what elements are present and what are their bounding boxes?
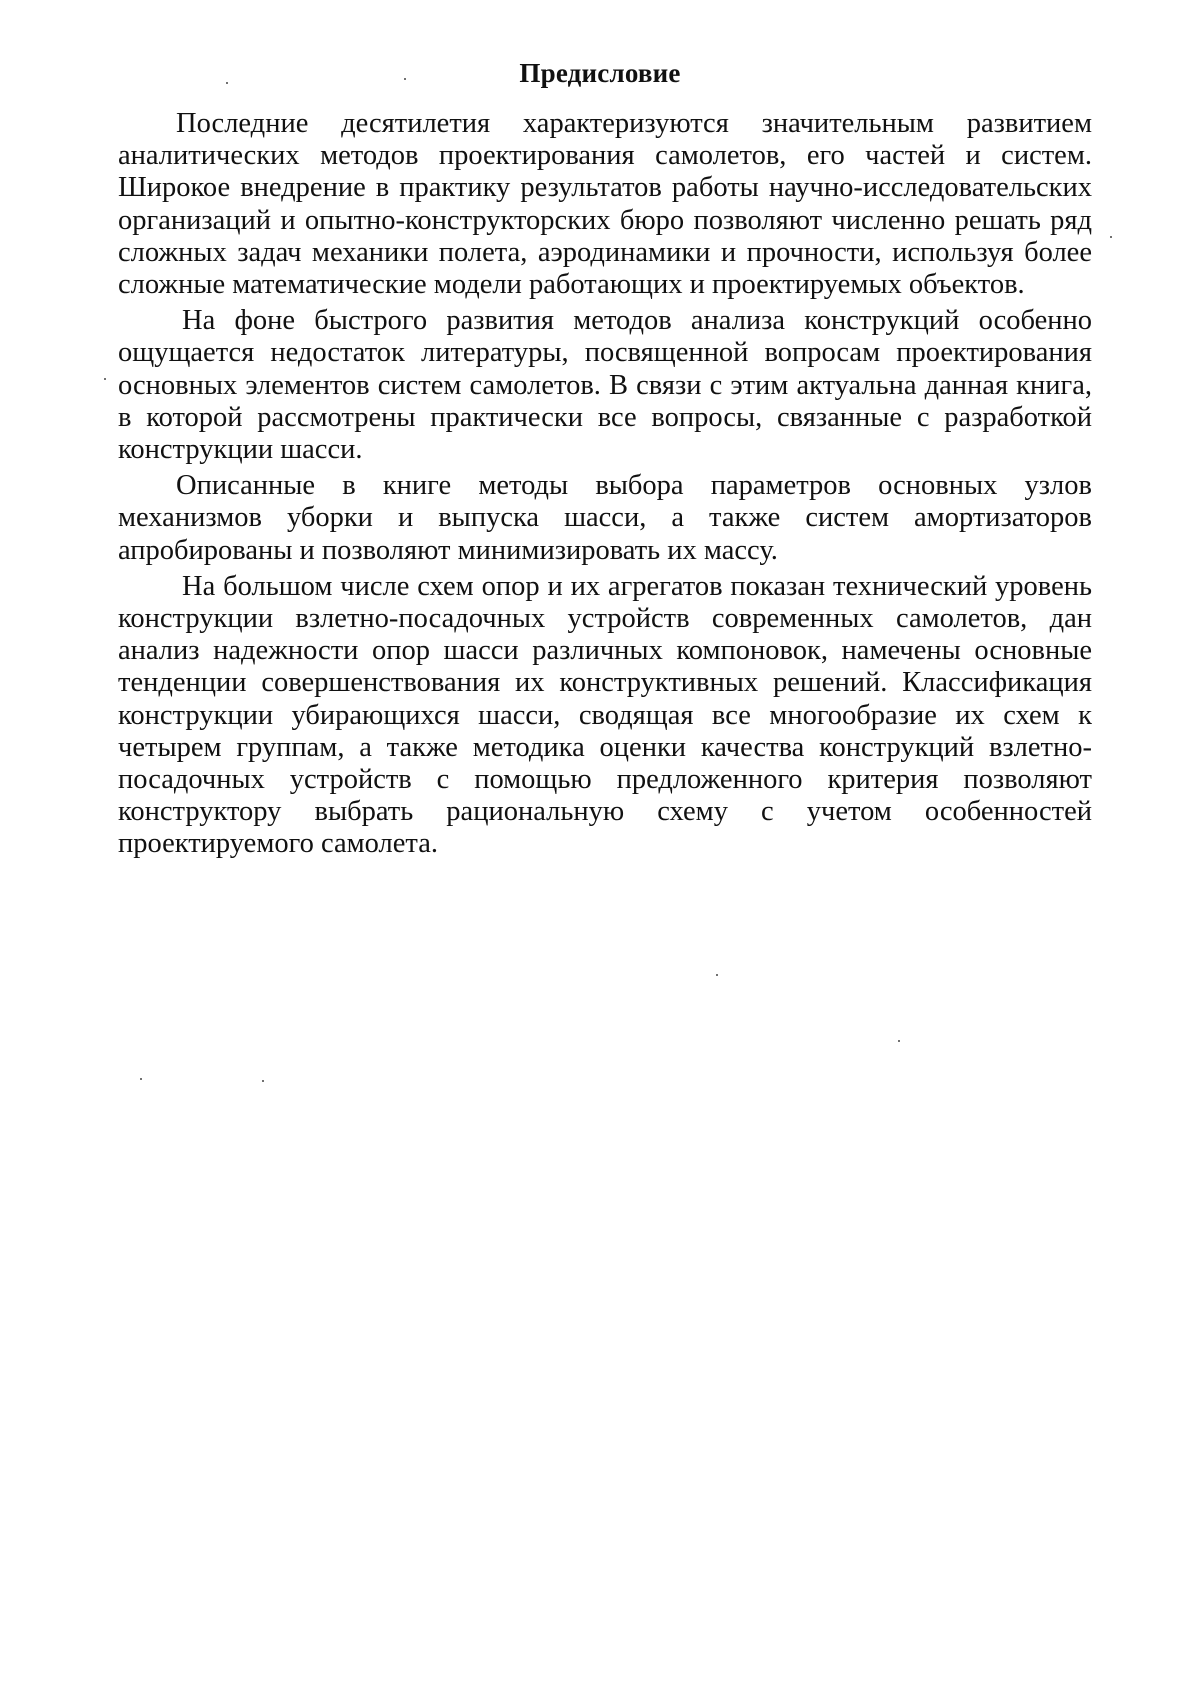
paragraph-4: На большом числе схем опор и их агрегатов показан технический уровень конструкции взлетно-посадочных устройств современных самолетов, дан анализ надежности опор шасси различных компоновок, намечены основные тенденции совершенствования их конструктивных решений. Классификация конструкции убирающихся шасси, сводящая все многообразие их схем к четырем группам, а также методика оценки качества конструкций взлетно-посадочных устройств с помощью предложенного критерия позволяют конструктору выбрать рациональную схему с учетом особенностей проектируемого самолета. (118, 570, 1092, 860)
scan-speck (140, 1078, 142, 1080)
scan-speck (1110, 236, 1112, 238)
scan-speck (226, 82, 228, 84)
document-body (118, 108, 1092, 865)
paragraph-3: Описанные в книге методы выбора параметров основных узлов механизмов уборки и выпуска шасси, а также систем амортизаторов апробированы и позволяют минимизировать их массу. (118, 470, 1092, 566)
paragraph-2: На фоне быстрого развития методов анализа конструкций особенно ощущается недостаток литературы, посвященной вопросам проектирования основных элементов систем самолетов. В связи с этим актуальна данная книга, в которой рассмотрены практически все вопросы, связанные с разработкой конструкции шасси. (118, 305, 1092, 466)
scan-speck (898, 1040, 900, 1042)
page-title: Предисловие (519, 58, 681, 88)
paragraph-1: Последние десятилетия характеризуются значительным развитием аналитических методов проектирования самолетов, его частей и систем. Широкое внедрение в практику результатов работы научно-исследовательских организаций и опытно-конструкторских бюро позволяют численно решать ряд сложных задач механики полета, аэродинамики и прочности, используя более сложные математические модели работающих и проектируемых объектов. (118, 108, 1092, 301)
scan-speck (104, 378, 106, 380)
scan-speck (404, 78, 406, 80)
scan-speck (262, 1080, 264, 1082)
scan-speck (716, 974, 718, 976)
